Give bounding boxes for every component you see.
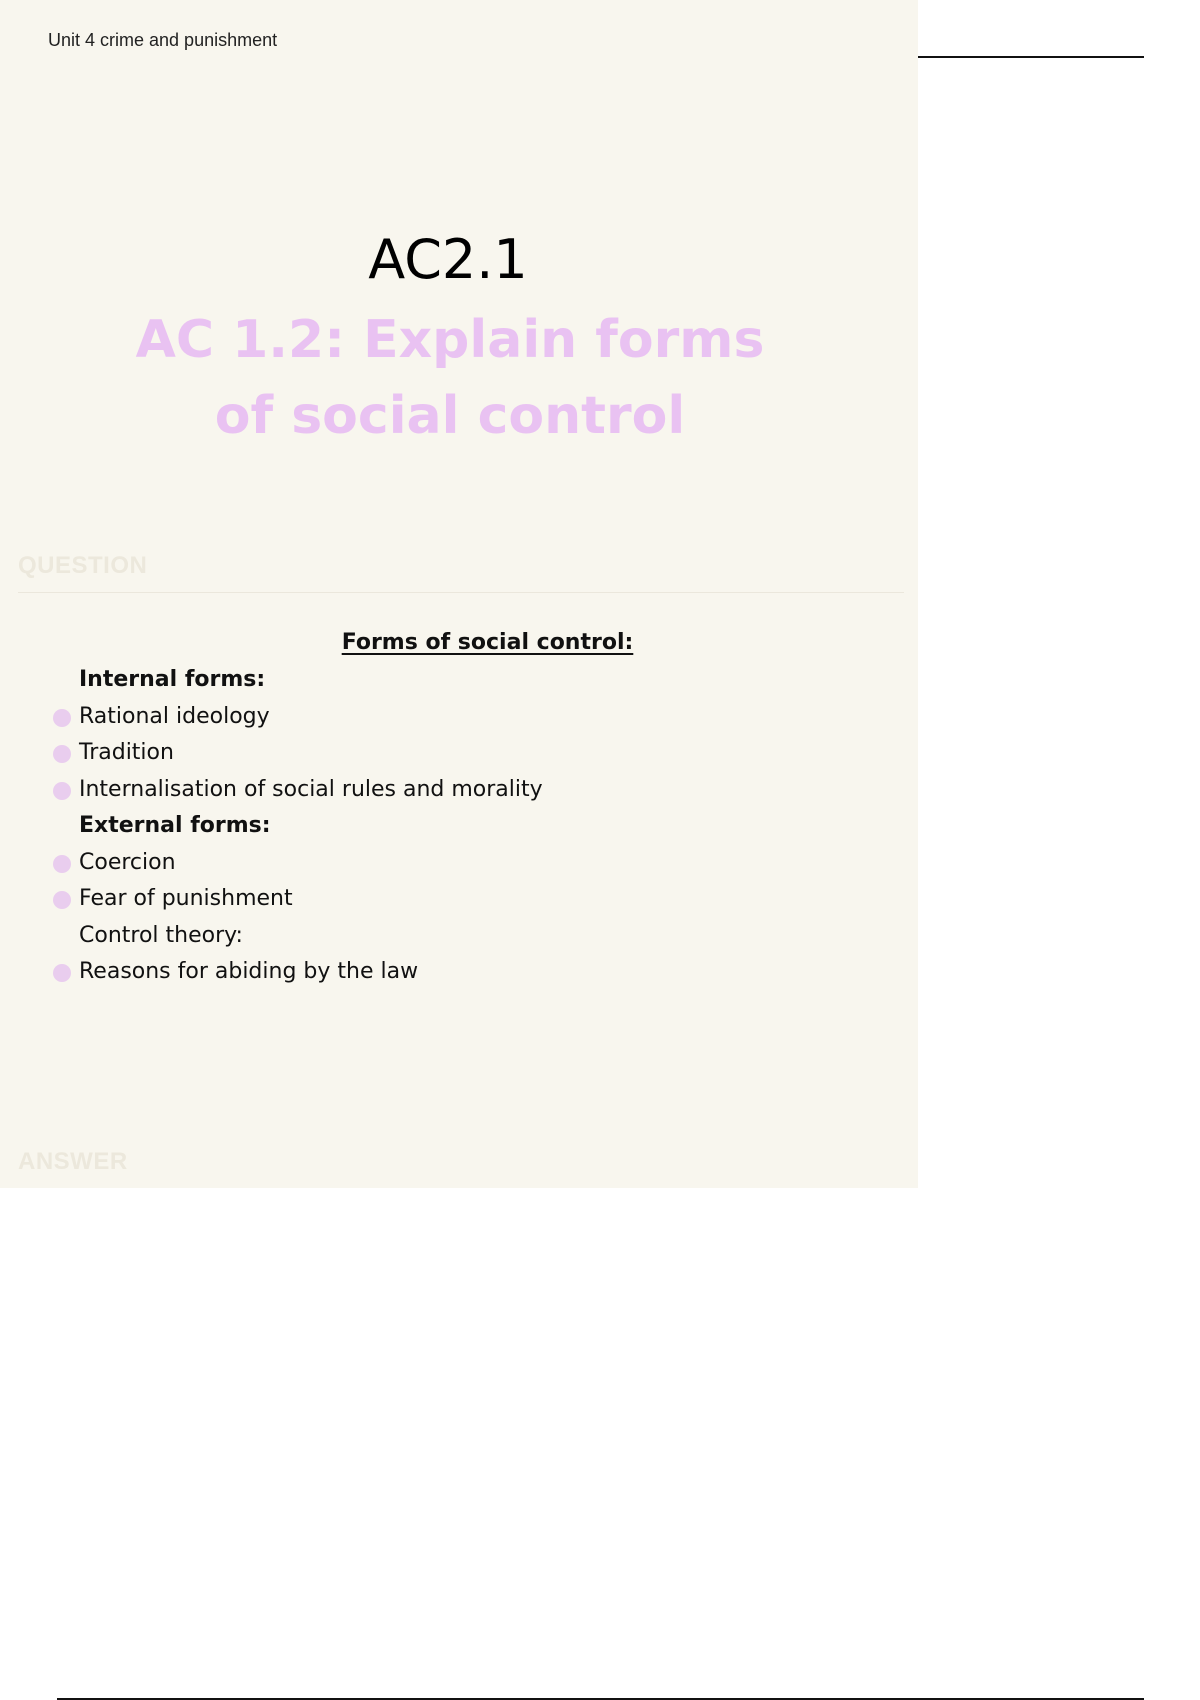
list-item-text: Tradition: [79, 740, 174, 765]
criterion-code: AC2.1: [368, 228, 528, 291]
bullet-dot-icon: [53, 709, 71, 727]
list-item: [52, 808, 543, 845]
question-answer-divider: [18, 592, 904, 593]
list-item-text: Rational ideology: [79, 703, 270, 729]
list-item-text: Coercion: [79, 849, 176, 875]
list-item: [52, 918, 543, 955]
list-item-text: Reasons for abiding by the law: [79, 959, 419, 984]
list-item-text: Internal forms:: [79, 667, 266, 692]
list-item: [52, 662, 543, 699]
criterion-title: AC 1.2: Explain forms of social control: [135, 310, 765, 446]
list-item-text: Internalisation of social rules and morality: [79, 776, 543, 802]
forms-heading: Forms of social control:: [341, 630, 634, 655]
bullet-dot-icon: [53, 782, 71, 800]
question-label: QUESTION: [18, 552, 148, 579]
list-item-text: External forms:: [79, 813, 271, 838]
list-item-text: Control theory:: [79, 922, 243, 948]
bullet-dot-icon: [53, 964, 71, 982]
list-item: [52, 735, 543, 772]
bullet-dot-icon: [53, 745, 71, 763]
forms-list: [52, 662, 543, 991]
bullet-dot-icon: [53, 891, 71, 909]
bullet-dot-icon: [53, 855, 71, 873]
list-item: [52, 772, 543, 809]
header-rule: [918, 56, 1144, 58]
answer-label: ANSWER: [18, 1148, 128, 1175]
document-header: Unit 4 crime and punishment: [48, 30, 278, 50]
list-item: [52, 845, 543, 882]
list-item: [52, 699, 543, 736]
list-item: [52, 954, 543, 991]
list-item-text: Fear of punishment: [79, 886, 293, 911]
list-item: [52, 881, 543, 918]
